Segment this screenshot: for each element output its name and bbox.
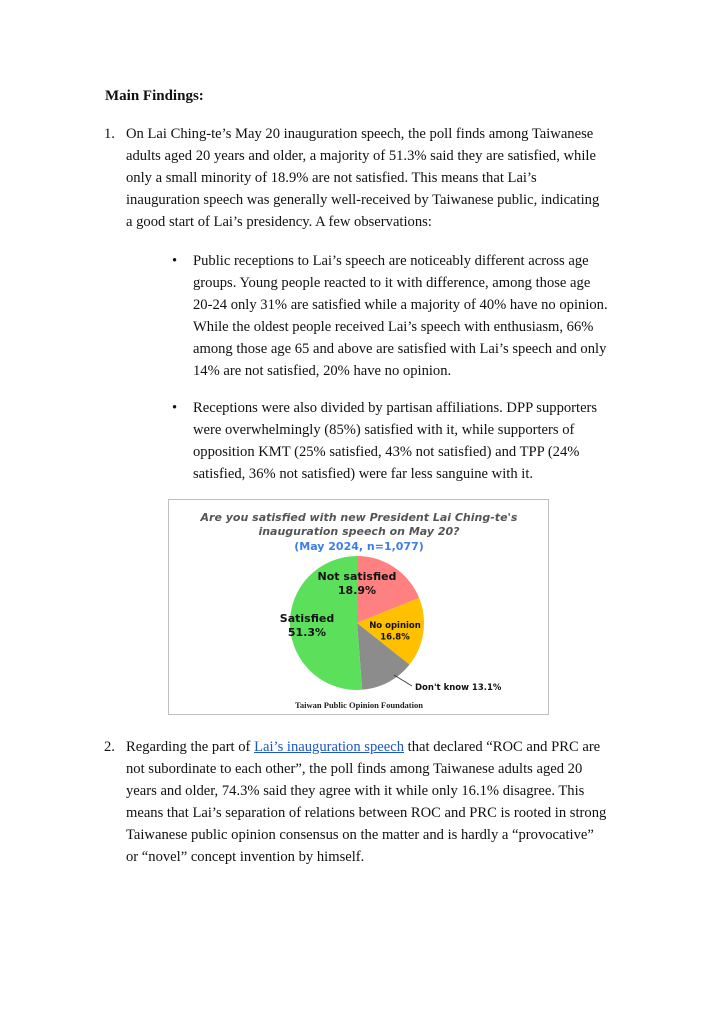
chart-subtitle: (May 2024, n=1,077) <box>294 540 424 553</box>
bullet-text <box>193 250 622 382</box>
bullet-partisan <box>172 397 622 485</box>
text-line <box>126 736 626 758</box>
text-line: adults aged 20 years and older, a majority of 51.3% said they are satisfied, while <box>126 148 596 164</box>
slice-label: Satisfied <box>279 612 335 625</box>
bullet-icon: • <box>172 253 178 269</box>
slice-value-label: 16.8% <box>380 632 410 643</box>
text-line: or “novel” concept invention by himself. <box>126 849 365 865</box>
chart-title-line: Are you satisfied with new President Lai Ching-te's <box>200 511 518 524</box>
chart-source: Taiwan Public Opinion Foundation <box>295 700 423 710</box>
inauguration-speech-link[interactable]: Lai’s inauguration speech <box>254 739 405 755</box>
text-line: a good start of Lai’s presidency. A few observations: <box>126 214 432 230</box>
list-number: 2. <box>104 739 115 755</box>
pie-chart <box>169 500 550 716</box>
text-line: years and older, 74.3% said they agree with it while only 16.1% disagree. This <box>126 783 585 799</box>
text-line: among those age 65 and above are satisfied with Lai’s speech and only <box>193 341 607 357</box>
text-line: 20-24 only 31% are satisfied while a majority of 40% have no opinion. <box>193 297 608 313</box>
dont-know-leader-line <box>394 675 412 686</box>
chart-title-line: inauguration speech on May 20? <box>258 525 460 538</box>
slice-label: Don't know 13.1% <box>415 683 502 693</box>
text-line: Public receptions to Lai’s speech are noticeably different across age <box>193 253 589 269</box>
finding-2-text <box>126 736 626 868</box>
slice-label: No opinion <box>369 621 421 631</box>
text-line: groups. Young people reacted to it with difference, among those age <box>193 275 591 291</box>
text-segment: Regarding the part of <box>126 739 255 755</box>
text-line: On Lai Ching-te’s May 20 inauguration speech, the poll finds among Taiwanese <box>126 126 594 142</box>
bullet-icon: • <box>172 400 178 416</box>
finding-1-text <box>126 123 626 233</box>
text-line: 14% are not satisfied, 20% have no opinion. <box>193 363 452 379</box>
slice-label: Not satisfied <box>317 570 397 583</box>
text-line: opposition KMT (25% satisfied, 43% not satisfied) and TPP (24% <box>193 444 580 460</box>
text-line: Taiwanese public opinion consensus on the matter and is hardly a “provocative” <box>126 827 594 843</box>
text-line: only a small minority of 18.9% are not satisfied. This means that Lai’s <box>126 170 537 186</box>
text-line: means that Lai’s separation of relations between ROC and PRC is rooted in strong <box>126 805 607 821</box>
pie-chart-figure <box>168 499 549 715</box>
text-line: inauguration speech was generally well-received by Taiwanese public, indicating <box>126 192 600 208</box>
text-line: satisfied, 36% not satisfied) were far less sanguine with it. <box>193 466 534 482</box>
text-line: were overwhelmingly (85%) satisfied with it, while supporters of <box>193 422 575 438</box>
slice-value-label: 51.3% <box>287 626 327 639</box>
finding-1 <box>104 123 624 235</box>
text-line: not subordinate to each other”, the poll finds among Taiwanese adults aged 20 <box>126 761 583 777</box>
text-segment: that declared “ROC and PRC are <box>404 739 601 755</box>
slice-value-label: 18.9% <box>337 584 377 597</box>
text-line: Receptions were also divided by partisan affiliations. DPP supporters <box>193 400 598 416</box>
bullet-age-groups <box>172 250 622 382</box>
section-heading: Main Findings: <box>105 88 204 104</box>
finding-2 <box>104 736 624 876</box>
bullet-text <box>193 397 622 485</box>
text-line: While the oldest people received Lai’s speech with enthusiasm, 66% <box>193 319 594 335</box>
list-number: 1. <box>104 126 115 142</box>
